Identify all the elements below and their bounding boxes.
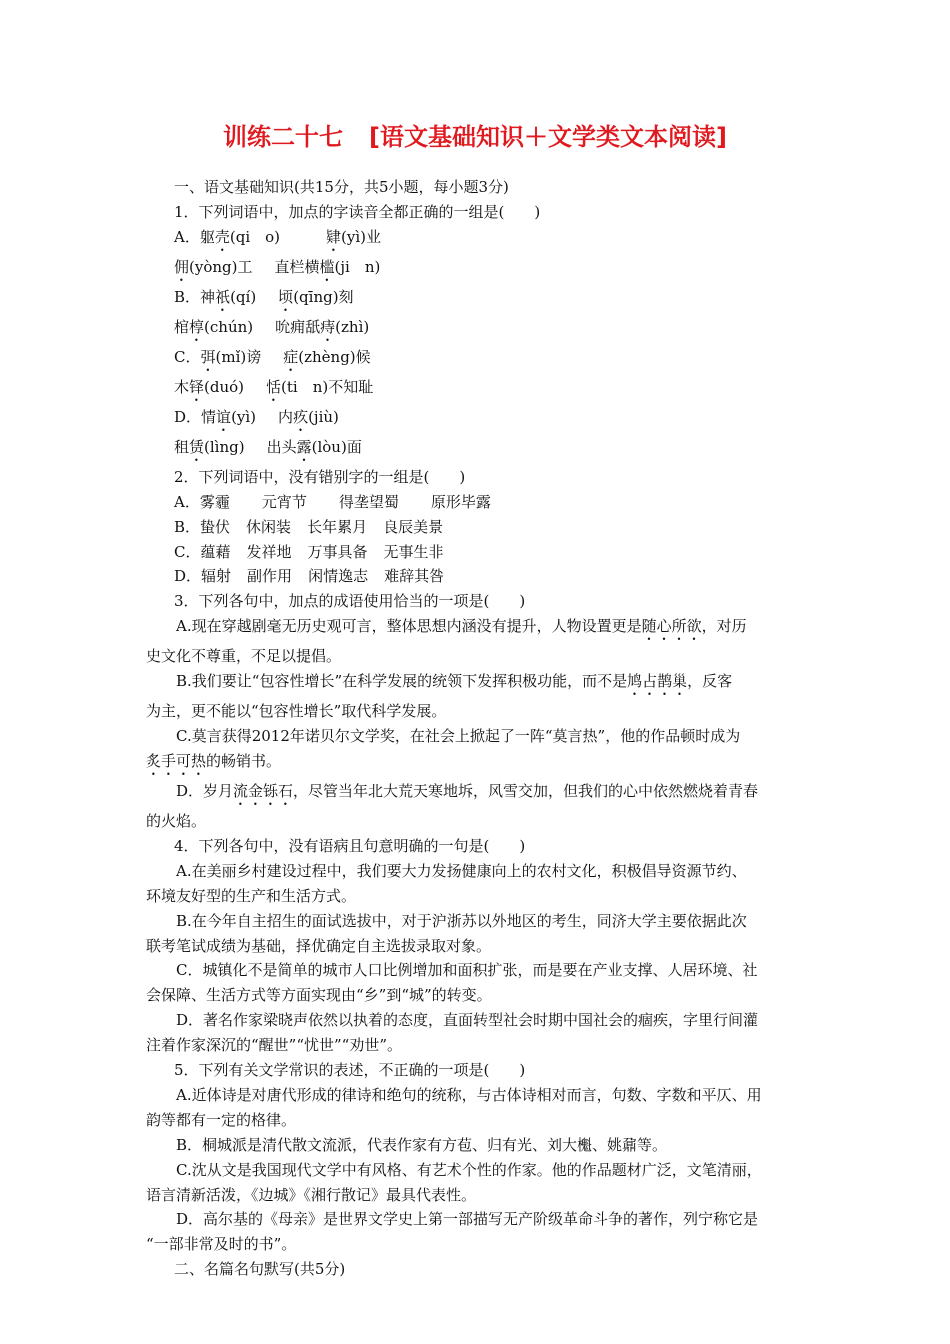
q3-option-a-line-2: 史文化不尊重，不足以提倡。 <box>146 647 342 666</box>
q5-option-a-line-2: 韵等都有一定的格律。 <box>146 1110 297 1129</box>
q4-option-a-line-1: A.在美丽乡村建设过程中，我们要大力发扬健康向上的农村文化，积极倡导资源节约、 <box>176 861 747 880</box>
q4-option-d-line-2: 注着作家深沉的“醒世”“忧世”“劝世”。 <box>146 1036 403 1055</box>
q4-option-c-line-1: C．城镇化不是简单的城市人口比例增加和面积扩张，而是要在产业支撑、人居环境、社 <box>176 961 758 980</box>
dotted-char: 槛 <box>319 257 335 276</box>
q1-option-b-line-2: 棺椁(chún) 吮痈舐痔(zhì) <box>174 317 370 336</box>
dotted-char: 顷 <box>278 287 294 306</box>
page-title <box>0 122 950 152</box>
dotted-char: 谊 <box>216 407 232 426</box>
q5-option-d-line-1: D．高尔基的《母亲》是世界文学史上第一部描写无产阶级革命斗争的著作，列宁称它是 <box>176 1210 759 1229</box>
q4-option-b-line-1: B.在今年自主招生的面试选拔中，对于沪浙苏以外地区的考生，同济大学主要依据此次 <box>176 911 747 930</box>
q4-option-c-line-2: 会保障、生活方式等方面实现由“乡”到“城”的转变。 <box>146 986 492 1005</box>
q1-option-c-line-2: 木铎(duó) 恬(ti n)不知耻 <box>174 377 374 396</box>
q3-option-b-line-1: B.我们要让“包容性增长”在科学发展的统领下发挥积极功能，而不是鸠占鹊巢，反客 <box>176 672 733 691</box>
q4-stem: 4．下列各句中，没有语病且句意明确的一句是( ) <box>174 836 526 855</box>
q1-option-a-line-1: A．躯壳(qi o) 肄(yì)业 <box>174 227 382 246</box>
q1-stem: 1．下列词语中，加点的字读音全都正确的一组是( ) <box>174 202 541 221</box>
dotted-idiom: 鸠占鹊巢 <box>627 672 688 691</box>
q5-option-c-line-2: 语言清新活泼，《边城》《湘行散记》最具代表性。 <box>146 1185 477 1204</box>
dotted-char: 椁 <box>189 317 205 336</box>
q2-stem: 2．下列词语中，没有错别字的一组是( ) <box>174 467 466 486</box>
dotted-char: 祇 <box>215 287 231 306</box>
q3-option-c-line-1: C.莫言获得2012年诺贝尔文学奖，在社会上掀起了一阵“莫言热”，他的作品顿时成为 <box>176 727 741 746</box>
title-part-2: [语文基础知识＋文学类文本阅读] <box>369 123 727 151</box>
q2-option-c: C．蕴藉 发祥地 万事具备 无事生非 <box>174 542 444 561</box>
dotted-char: 疚 <box>293 407 309 426</box>
dotted-char: 赁 <box>189 437 205 456</box>
q4-option-d-line-1: D．著名作家梁晓声依然以执着的态度，直面转型社会时期中国社会的痼疾，字里行间灌 <box>176 1011 759 1030</box>
q4-option-a-line-2: 环境友好型的生产和生活方式。 <box>146 886 357 905</box>
q3-option-b-line-2: 为主，更不能以“包容性增长”取代科学发展。 <box>146 702 447 721</box>
dotted-char: 症 <box>283 347 299 366</box>
q5-option-a-line-1: A.近体诗是对唐代形成的律诗和绝句的统称，与古体诗相对而言，句数、字数和平仄、用 <box>176 1085 762 1104</box>
q2-option-d: D．辐射 副作用 闲情逸志 难辞其咎 <box>174 567 445 586</box>
q3-option-d-line-2: 的火焰。 <box>146 811 207 830</box>
q3-option-c-line-2: 炙手可热的畅销书。 <box>146 751 282 770</box>
q4-option-b-line-2: 联考笔试成绩为基础，择优确定自主选拔录取对象。 <box>146 936 492 955</box>
section-1-heading: 一、语文基础知识(共15分，共5小题，每小题3分) <box>174 178 509 196</box>
q5-option-b-line-1: B．桐城派是清代散文流派，代表作家有方苞、归有光、刘大櫆、姚鼐等。 <box>176 1135 668 1154</box>
q1-option-d-line-2: 租赁(lìng) 出头露(lòu)面 <box>174 437 362 456</box>
dotted-idiom: 炙手可热 <box>146 751 207 770</box>
dotted-char: 肄 <box>326 227 342 246</box>
dotted-char: 壳 <box>214 227 230 246</box>
dotted-char: 露 <box>296 437 312 456</box>
q5-option-c-line-1: C.沈从文是我国现代文学中有风格、有艺术个性的作家。他的作品题材广泛，文笔清丽， <box>176 1160 762 1179</box>
title-part-1: 训练二十七 <box>223 123 344 151</box>
dotted-char: 铎 <box>189 377 205 396</box>
q1-option-c-line-1: C．弭(mǐ)谤 症(zhèng)候 <box>174 347 371 366</box>
q3-stem: 3．下列各句中，加点的成语使用恰当的一项是( ) <box>174 592 526 611</box>
q3-option-d-line-1: D．岁月流金铄石，尽管当年北大荒天寒地坼，风雪交加，但我们的心中依然燃烧着青春 <box>176 781 759 800</box>
q3-option-a-line-1: A.现在穿越剧毫无历史观可言，整体思想内涵没有提升，人物设置更是随心所欲，对历 <box>176 617 747 636</box>
q1-option-a-line-2: 佣(yòng)工 直栏横槛(ji n) <box>174 257 381 276</box>
q5-option-d-line-2: “一部非常及时的书”。 <box>146 1235 297 1254</box>
q2-option-a: A．雾霾 元宵节 得垄望蜀 原形毕露 <box>174 492 491 511</box>
exercise-body <box>146 175 810 1282</box>
q1-option-d-line-1: D．情谊(yì) 内疚(jiù) <box>174 407 339 426</box>
dotted-char: 痔 <box>320 317 336 336</box>
q2-option-b: B．蛰伏 休闲装 长年累月 良辰美景 <box>174 517 444 536</box>
dotted-char: 弭 <box>200 347 216 366</box>
dotted-char: 恬 <box>266 377 282 396</box>
section-2-heading: 二、名篇名句默写(共5分) <box>174 1260 346 1279</box>
q5-stem: 5．下列有关文学常识的表述，不正确的一项是( ) <box>174 1061 526 1080</box>
dotted-idiom: 随心所欲 <box>641 617 702 636</box>
dotted-idiom: 流金铄石 <box>233 781 294 800</box>
dotted-char: 佣 <box>174 257 190 276</box>
q1-option-b-line-1: B．神祇(qí) 顷(qīng)刻 <box>174 287 354 306</box>
